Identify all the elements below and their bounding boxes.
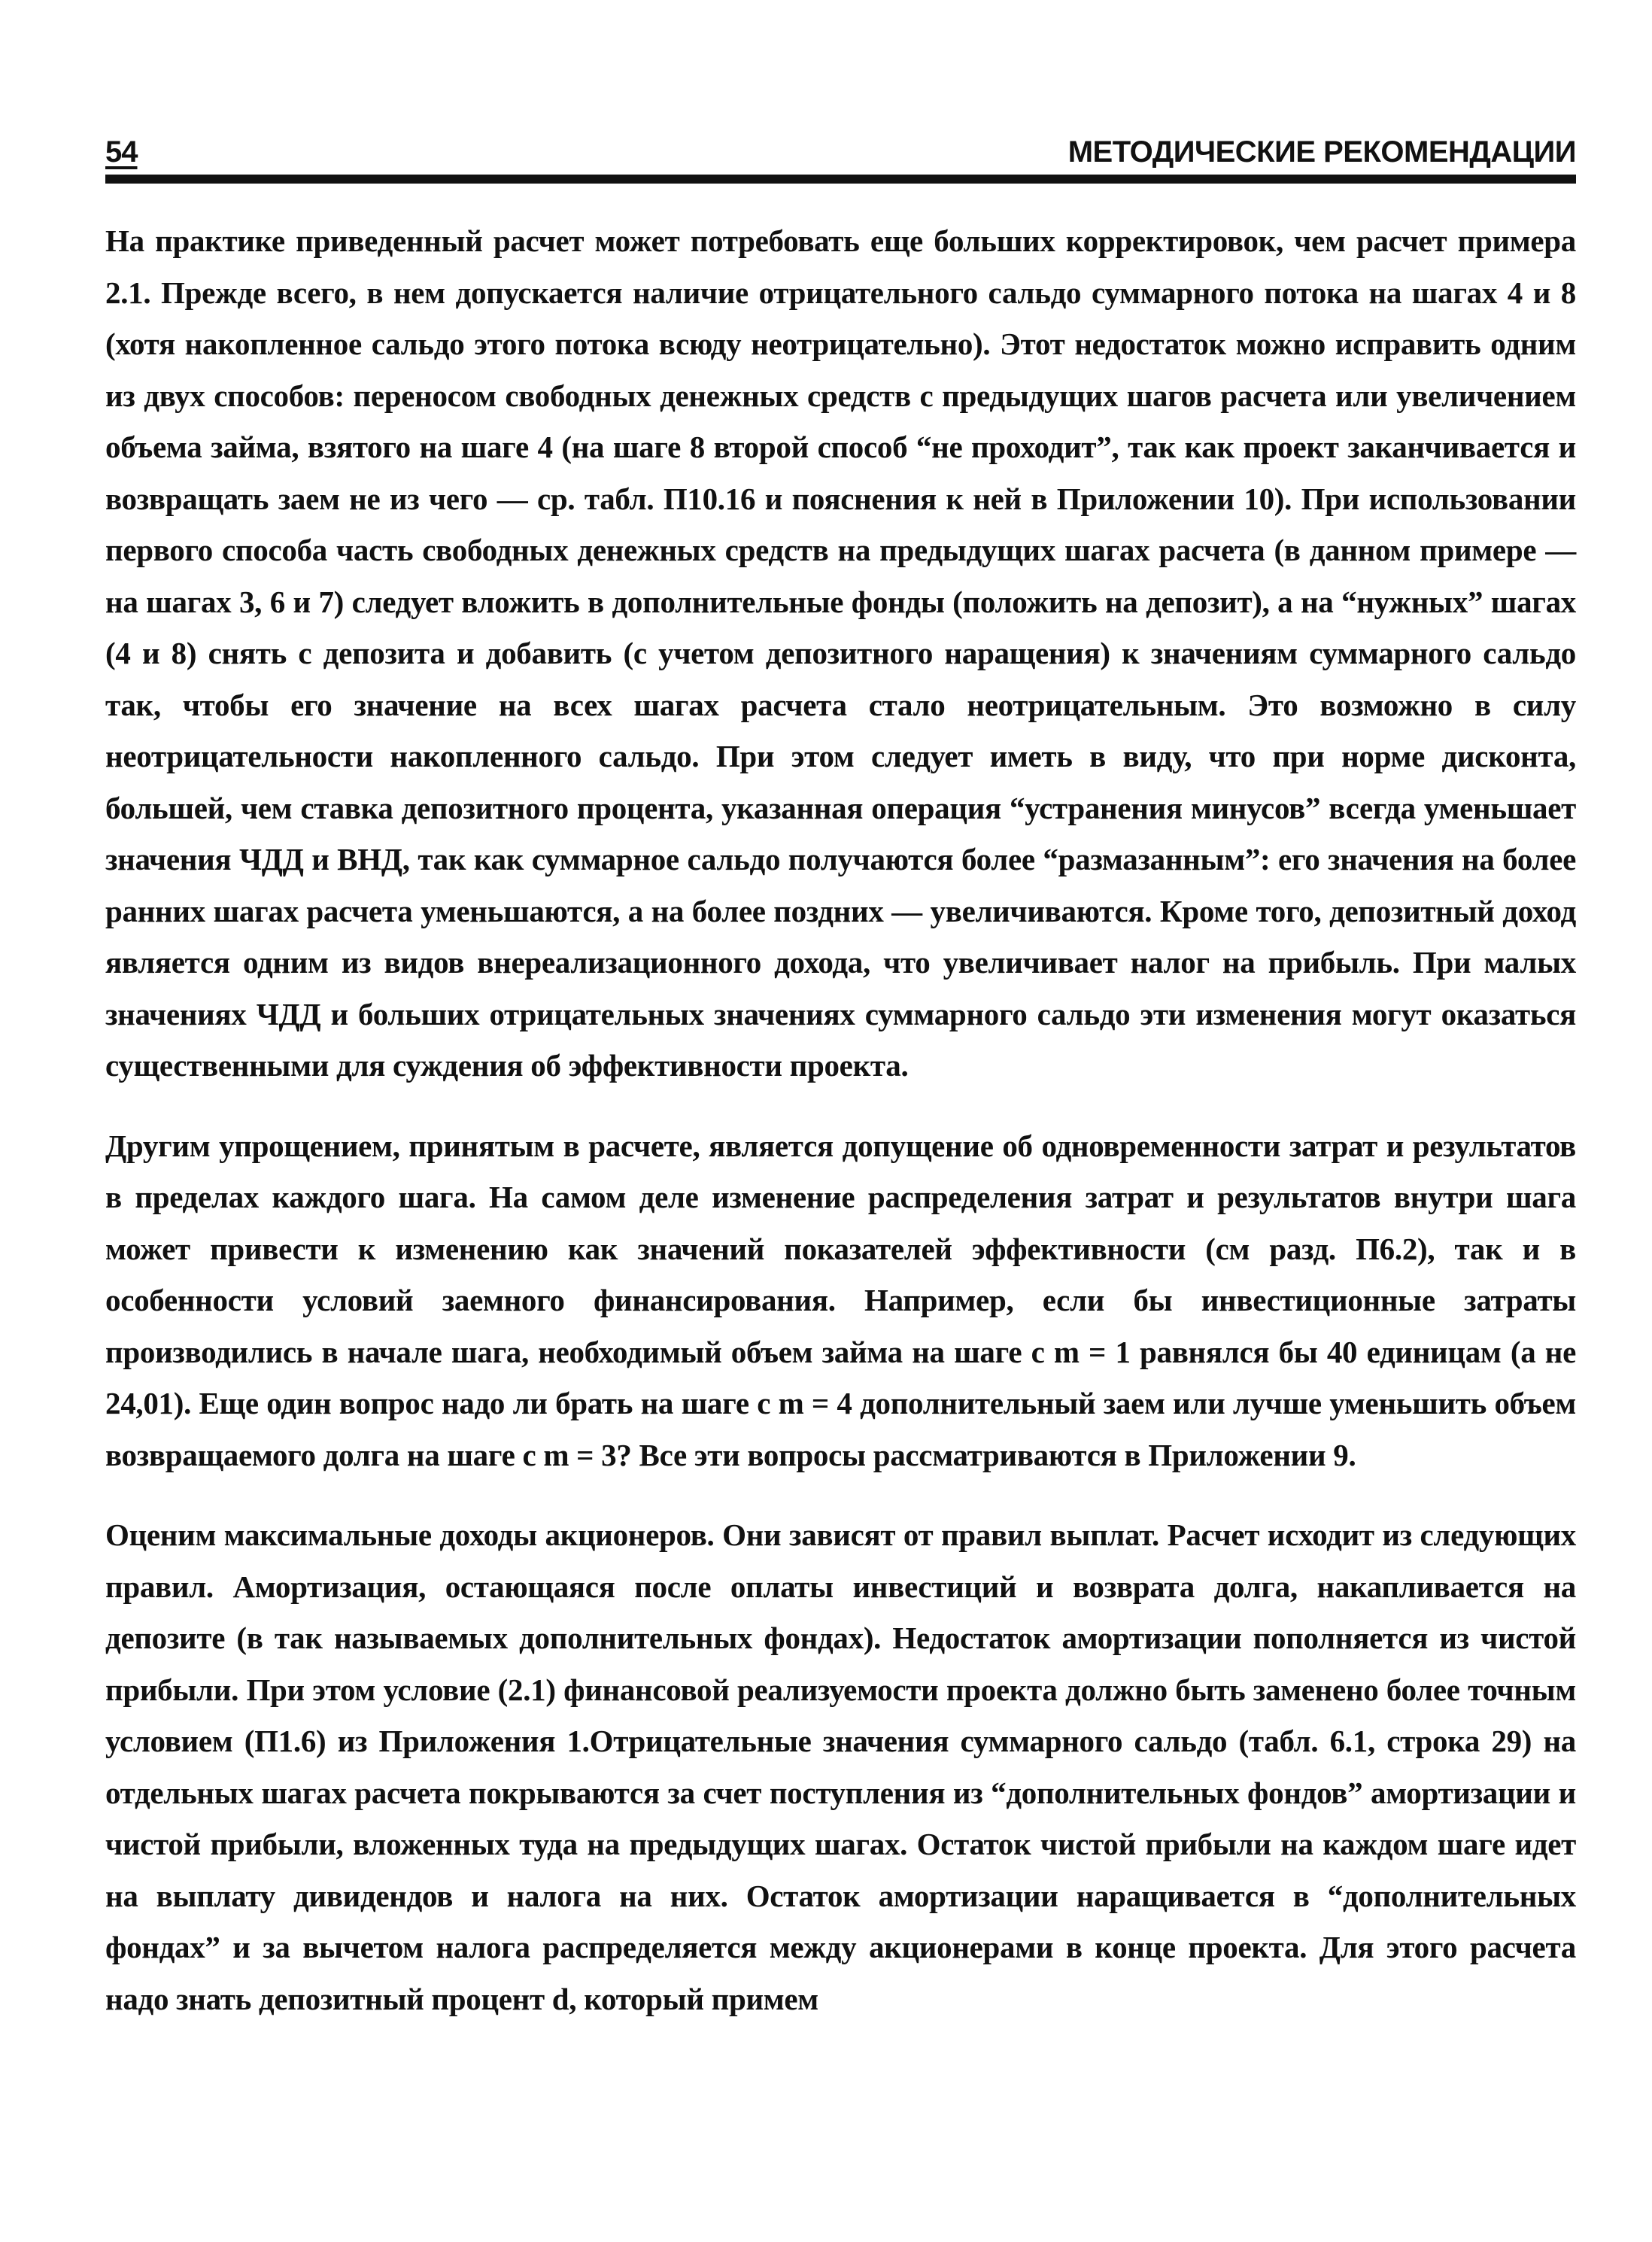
paragraph: На практике приведенный расчет может потребовать еще больших корректировок, чем расчет примера 2.1. Прежде всего, в нем допускается наличие отрицательного сальдо суммарного потока на шагах 4 и 8 (хотя накопленное сальдо этого потока всюду неотрицательно). Этот недостаток можно исправить одним из двух способов: переносом свободных денежных средств с предыдущих шагов расчета или увеличением объема займа, взятого на шаге 4 (на шаге 8 второй способ “не проходит”, так как проект заканчивается и возвращать заем не из чего — ср. табл. П10.16 и пояснения к ней в Приложении 10). При использовании первого способа часть свободных денежных средств на предыдущих шагах расчета (в данном примере — на шагах 3, 6 и 7) следует вложить в дополнительные фонды (положить на депозит), а на “нужных” шагах (4 и 8) снять с депозита и добавить (с учетом депозитного наращения) к значениям суммарного сальдо так, чтобы его значение на всех шагах расчета стало неотрицательным. Это возможно в силу неотрицательности накопленного сальдо. При этом следует иметь в виду, что при норме дисконта, большей, чем ставка депозитного процента, указанная операция “устранения минусов” всегда уменьшает значения ЧДД и ВНД, так как суммарное сальдо получаются более “размазанным”: его значения на более ранних шагах расчета уменьшаются, а на более поздних — увеличиваются. Кроме того, депозитный доход является одним из видов внереализационного дохода, что увеличивает налог на прибыль. При малых значениях ЧДД и больших отрицательных значениях суммарного сальдо эти изменения могут оказаться существенными для суждения об эффективности проекта. bbox=[105, 223, 1576, 1083]
page-number: 54 bbox=[105, 135, 138, 169]
book-page bbox=[105, 113, 1576, 2053]
running-header bbox=[105, 113, 1576, 173]
paragraph: Оценим максимальные доходы акционеров. Они зависят от правил выплат. Расчет исходит из следующих правил. Амортизация, остающаяся после оплаты инвестиций и возврата долга, накапливается на депозите (в так называемых дополнительных фондах). Недостаток амортизации пополняется из чистой прибыли. При этом условие (2.1) финансовой реализуемости проекта должно быть заменено более точным условием (П1.6) из Приложения 1.Отрицательные значения суммарного сальдо (табл. 6.1, строка 29) на отдельных шагах расчета покрываются за счет поступления из “дополнительных фондов” амортизации и чистой прибыли, вложенных туда на предыдущих шагах. Остаток чистой прибыли на каждом шаге идет на выплату дивидендов и налога на них. Остаток амортизации наращивается в “дополнительных фондах” и за вычетом налога распределяется между акционерами в конце проекта. Для этого расчета надо знать депозитный процент d, который примем bbox=[105, 1517, 1576, 2016]
header-rule bbox=[105, 175, 1576, 184]
paragraph: Другим упрощением, принятым в расчете, является допущение об одновременности затрат и результатов в пределах каждого шага. На самом деле изменение распределения затрат и результатов внутри шага может привести к изменению как значений показателей эффективности (см разд. П6.2), так и в особенности условий заемного финансирования. Например, если бы инвестиционные затраты производились в начале шага, необходимый объем займа на шаге с m = 1 равнялся бы 40 единицам (а не 24,01). Еще один вопрос надо ли брать на шаге с m = 4 дополнительный заем или лучше уменьшить объем возвращаемого долга на шаге с m = 3? Все эти вопросы рассматриваются в Приложении 9. bbox=[105, 1128, 1576, 1472]
running-title: МЕТОДИЧЕСКИЕ РЕКОМЕНДАЦИИ bbox=[1067, 135, 1576, 169]
